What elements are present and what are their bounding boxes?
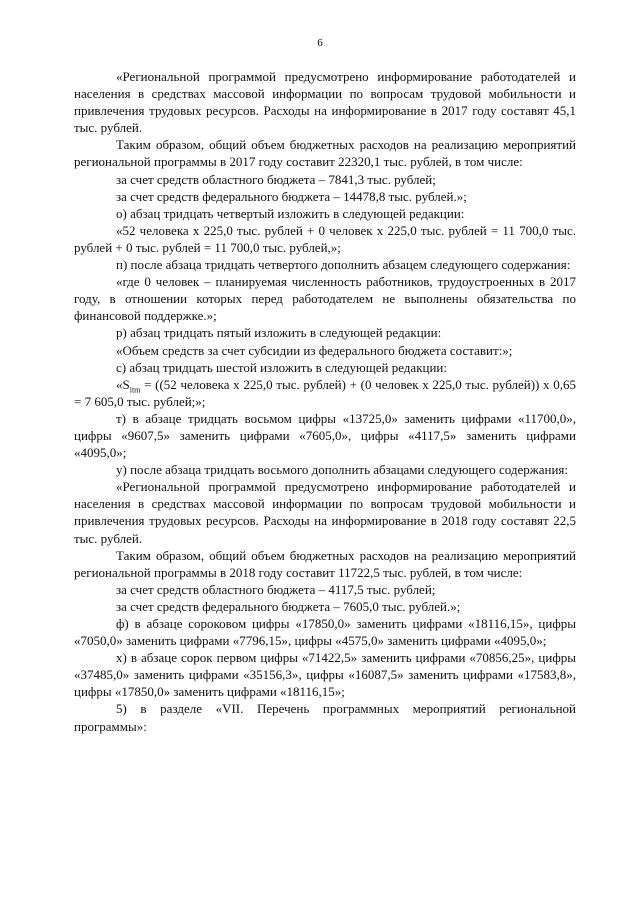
paragraph: 5) в разделе «VII. Перечень программных мероприятий региональной программы»:: [74, 701, 576, 734]
formula-suffix: = ((52 человека х 225,0 тыс. рублей) + (0 человек х 225,0 тыс. рублей)) х 0,65 = 7 605,0 тыс. рублей;»;: [74, 376, 576, 409]
paragraph: за счет средств федерального бюджета – 14478,8 тыс. рублей.»;: [116, 188, 467, 204]
paragraph: о) абзац тридцать четвертый изложить в следующей редакции:: [116, 205, 465, 221]
paragraph: х) в абзаце сорок первом цифры «71422,5» заменить цифрами «70856,25», цифры «37485,0» заменить цифрами «35156,3», цифры «16087,5» заменить цифрами «17583,8», цифры «17850,0» заменить цифрами «18116,15»;: [74, 650, 576, 700]
formula-paragraph: [74, 376, 576, 410]
paragraph: за счет средств областного бюджета – 7841,3 тыс. рублей;: [116, 171, 436, 187]
page-number: 6: [317, 37, 323, 49]
paragraph: за счет средств федерального бюджета – 7605,0 тыс. рублей.»;: [116, 598, 461, 614]
paragraph: за счет средств областного бюджета – 4117,5 тыс. рублей;: [116, 581, 436, 597]
paragraph: «Объем средств за счет субсидии из федерального бюджета составит:»;: [116, 342, 513, 358]
paragraph: «Региональной программой предусмотрено информирование работодателей и населения в средствах массовой информации по вопросам трудовой мобильности и привлечения трудовых ресурсов. Расходы на информирование в 2018 году составят 22,5 тыс. рублей.: [74, 479, 576, 546]
paragraph: «Региональной программой предусмотрено информирование работодателей и населения в средствах массовой информации по вопросам трудовой мобильности и привлечения трудовых ресурсов. Расходы на информирование в 2017 году составят 45,1 тыс. рублей.: [74, 69, 576, 136]
paragraph: Таким образом, общий объем бюджетных расходов на реализацию мероприятий региональной программы в 2017 году составит 22320,1 тыс. рублей, в том числе:: [74, 137, 576, 170]
paragraph: Таким образом, общий объем бюджетных расходов на реализацию мероприятий региональной программы в 2018 году составит 11722,5 тыс. рублей, в том числе:: [74, 547, 576, 580]
paragraph: р) абзац тридцать пятый изложить в следующей редакции:: [116, 325, 442, 341]
formula-prefix: «S: [116, 376, 130, 392]
paragraph: т) в абзаце тридцать восьмом цифры «13725,0» заменить цифрами «11700,0», цифры «9607,5» заменить цифрами «7605,0», цифры «4117,5» заменить цифрами «4095,0»;: [74, 410, 576, 461]
document-body: [74, 68, 576, 735]
paragraph: «где 0 человек – планируемая численность работников, трудоустроенных в 2017 году, в отношении которых перед работодателем не выполнены обязательства по финансовой поддержке.»;: [74, 274, 576, 324]
paragraph: п) после абзаца тридцать четвертого дополнить абзацем следующего содержания:: [116, 257, 571, 273]
paragraph: с) абзац тридцать шестой изложить в следующей редакции:: [116, 359, 447, 375]
paragraph: ф) в абзаце сороковом цифры «17850,0» заменить цифрами «18116,15», цифры «7050,0» заменить цифрами «7796,15», цифры «4575,0» заменить цифрами «4095,0»;: [74, 616, 576, 649]
formula-subscript: itm: [129, 385, 141, 395]
paragraph: «52 человека х 225,0 тыс. рублей + 0 человек х 225,0 тыс. рублей = 11 700,0 тыс. рублей + 0 тыс. рублей = 11 700,0 тыс. рублей,»;: [74, 222, 576, 255]
paragraph: у) после абзаца тридцать восьмого дополнить абзацами следующего содержания:: [116, 462, 568, 478]
